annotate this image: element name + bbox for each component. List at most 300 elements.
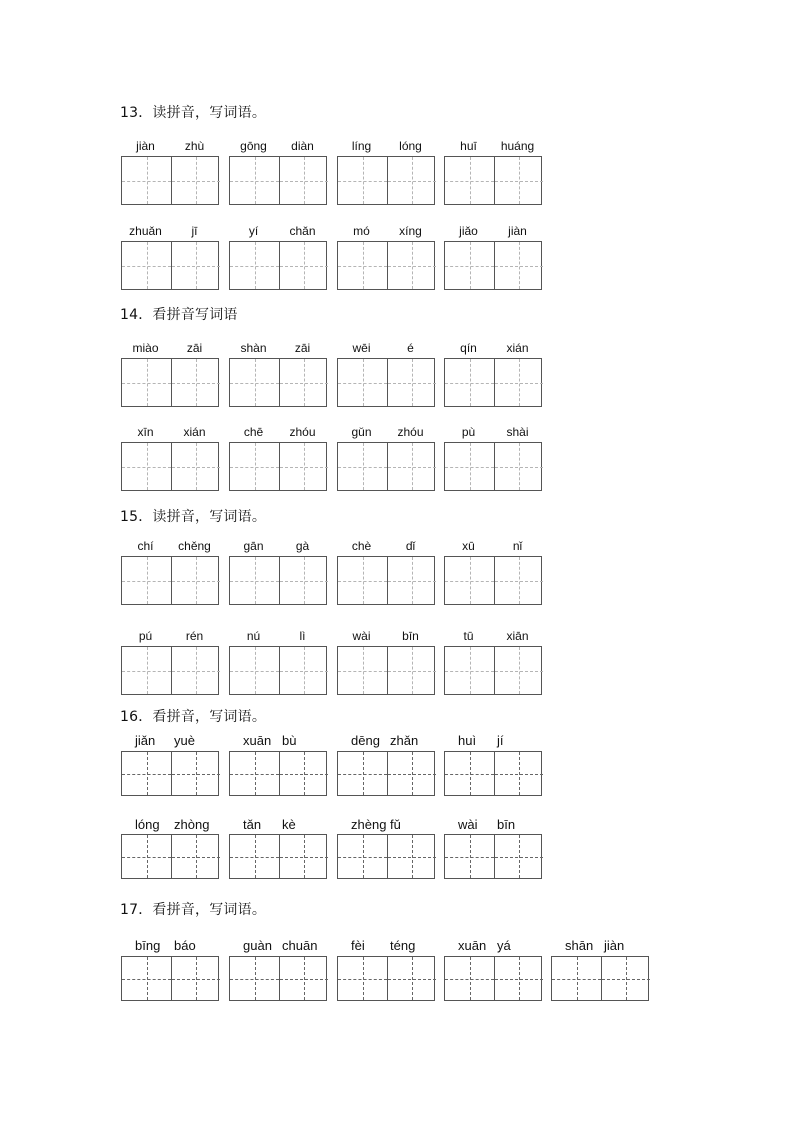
writing-cell[interactable] xyxy=(445,443,494,490)
pinyin-label: dǐ xyxy=(405,539,416,553)
guide-line-vertical xyxy=(304,557,305,604)
word-item xyxy=(337,139,435,205)
pinyin-label: nú xyxy=(246,629,261,643)
guide-line-vertical xyxy=(519,647,520,694)
pinyin-label: téng xyxy=(390,938,416,953)
pinyin-label: shān xyxy=(565,938,594,953)
pinyin-label: qín xyxy=(460,341,477,355)
pinyin-label: mó xyxy=(353,224,370,238)
guide-line-vertical xyxy=(519,242,520,289)
guide-line-vertical xyxy=(147,359,148,406)
word-item xyxy=(121,629,219,695)
writing-cell[interactable] xyxy=(279,157,328,204)
word-item xyxy=(337,939,435,1001)
pinyin-label: jiàn xyxy=(136,139,155,153)
writing-grid[interactable] xyxy=(551,956,649,1001)
word-item xyxy=(444,818,542,879)
pinyin-label: xián xyxy=(183,425,206,439)
writing-cell[interactable] xyxy=(445,157,494,204)
pinyin-label: é xyxy=(407,341,414,355)
word-item xyxy=(121,224,219,290)
writing-cell[interactable] xyxy=(279,835,328,878)
word-item xyxy=(337,539,435,605)
writing-grid[interactable] xyxy=(121,241,219,290)
word-item xyxy=(229,818,327,879)
writing-grid[interactable] xyxy=(229,834,327,879)
pinyin-label: jiàn xyxy=(604,938,625,953)
writing-cell[interactable] xyxy=(279,557,328,604)
guide-line-vertical xyxy=(470,752,471,795)
writing-cell[interactable] xyxy=(387,359,436,406)
writing-cell[interactable] xyxy=(171,359,220,406)
writing-grid[interactable] xyxy=(337,241,435,290)
writing-grid[interactable] xyxy=(337,956,435,1001)
writing-cell[interactable] xyxy=(171,443,220,490)
question-heading: 16．看拼音，写词语。 xyxy=(120,709,267,725)
writing-grid[interactable] xyxy=(444,751,542,796)
pinyin-label: miào xyxy=(132,341,159,355)
word-item xyxy=(337,734,435,796)
writing-cell[interactable] xyxy=(171,752,220,795)
pinyin-label: xián xyxy=(506,341,529,355)
guide-line-vertical xyxy=(412,835,413,878)
pinyin-label: xiān xyxy=(506,629,529,643)
word-item xyxy=(229,425,327,491)
guide-line-vertical xyxy=(255,557,256,604)
pinyin-label: shàn xyxy=(240,341,267,355)
writing-cell[interactable] xyxy=(122,647,171,694)
word-item xyxy=(121,139,219,205)
writing-grid[interactable] xyxy=(121,646,219,695)
writing-grid[interactable] xyxy=(337,556,435,605)
pinyin-label: wēi xyxy=(352,341,371,355)
guide-line-vertical xyxy=(519,443,520,490)
writing-cell[interactable] xyxy=(279,647,328,694)
pinyin-label: yuè xyxy=(174,733,195,748)
writing-cell[interactable] xyxy=(552,957,601,1000)
guide-line-vertical xyxy=(255,359,256,406)
writing-grid[interactable] xyxy=(121,556,219,605)
pinyin-label: jiǎo xyxy=(459,224,478,238)
pinyin-label: chí xyxy=(137,539,154,553)
question-heading: 17．看拼音，写词语。 xyxy=(120,902,267,918)
pinyin-label: xíng xyxy=(399,224,422,238)
pinyin-label: lì xyxy=(299,629,306,643)
writing-cell[interactable] xyxy=(171,957,220,1000)
pinyin-label: bù xyxy=(282,733,297,748)
word-item xyxy=(337,818,435,879)
pinyin-label: guàn xyxy=(243,938,272,953)
writing-cell[interactable] xyxy=(601,957,650,1000)
guide-line-vertical xyxy=(470,157,471,204)
writing-cell[interactable] xyxy=(387,242,436,289)
pinyin-label: pú xyxy=(138,629,153,643)
pinyin-label: jiàn xyxy=(508,224,527,238)
pinyin-label: zhǎn xyxy=(390,733,419,748)
word-item xyxy=(444,939,542,1001)
guide-line-vertical xyxy=(196,957,197,1000)
pinyin-label: huī xyxy=(460,139,477,153)
guide-line-vertical xyxy=(147,443,148,490)
writing-grid[interactable] xyxy=(337,751,435,796)
word-item xyxy=(337,425,435,491)
pinyin-label: chè xyxy=(351,539,372,553)
pinyin-label: fèi xyxy=(351,938,365,953)
guide-line-vertical xyxy=(470,242,471,289)
question-heading: 13．读拼音，写词语。 xyxy=(120,105,267,121)
writing-grid[interactable] xyxy=(121,834,219,879)
writing-cell[interactable] xyxy=(122,359,171,406)
writing-cell[interactable] xyxy=(387,752,436,795)
guide-line-vertical xyxy=(626,957,627,1000)
writing-grid[interactable] xyxy=(121,956,219,1001)
writing-cell[interactable] xyxy=(338,835,387,878)
pinyin-label: jī xyxy=(191,224,198,238)
writing-grid[interactable] xyxy=(337,358,435,407)
guide-line-vertical xyxy=(196,242,197,289)
word-item xyxy=(121,734,219,796)
writing-grid[interactable] xyxy=(337,646,435,695)
writing-cell[interactable] xyxy=(494,557,543,604)
writing-cell[interactable] xyxy=(279,443,328,490)
pinyin-label: nǐ xyxy=(512,539,523,553)
writing-cell[interactable] xyxy=(387,957,436,1000)
pinyin-label: shài xyxy=(506,425,529,439)
pinyin-label: gōng xyxy=(240,139,267,153)
guide-line-vertical xyxy=(519,835,520,878)
writing-grid[interactable] xyxy=(444,646,542,695)
guide-line-vertical xyxy=(196,752,197,795)
word-item xyxy=(444,341,542,407)
pinyin-label: zāi xyxy=(294,341,311,355)
writing-cell[interactable] xyxy=(122,242,171,289)
writing-grid[interactable] xyxy=(337,156,435,205)
pinyin-label: zhuǎn xyxy=(129,224,162,238)
writing-cell[interactable] xyxy=(387,647,436,694)
guide-line-vertical xyxy=(412,443,413,490)
guide-line-vertical xyxy=(304,957,305,1000)
guide-line-vertical xyxy=(519,557,520,604)
writing-cell[interactable] xyxy=(279,242,328,289)
word-item xyxy=(444,629,542,695)
guide-line-vertical xyxy=(363,957,364,1000)
pinyin-label: huì xyxy=(458,733,477,748)
writing-grid[interactable] xyxy=(229,156,327,205)
guide-line-vertical xyxy=(255,443,256,490)
pinyin-label: bīng xyxy=(135,938,161,953)
writing-grid[interactable] xyxy=(121,442,219,491)
writing-cell[interactable] xyxy=(279,752,328,795)
word-item xyxy=(229,139,327,205)
pinyin-label: xuān xyxy=(458,938,487,953)
guide-line-vertical xyxy=(147,647,148,694)
guide-line-vertical xyxy=(147,957,148,1000)
guide-line-vertical xyxy=(470,835,471,878)
pinyin-label: pù xyxy=(461,425,476,439)
writing-cell[interactable] xyxy=(171,242,220,289)
writing-grid[interactable] xyxy=(337,442,435,491)
guide-line-vertical xyxy=(470,957,471,1000)
word-item xyxy=(121,341,219,407)
guide-line-vertical xyxy=(519,752,520,795)
writing-cell[interactable] xyxy=(122,157,171,204)
guide-line-vertical xyxy=(147,835,148,878)
writing-cell[interactable] xyxy=(230,752,279,795)
question-heading: 15．读拼音，写词语。 xyxy=(120,509,267,525)
writing-cell[interactable] xyxy=(445,359,494,406)
guide-line-vertical xyxy=(196,443,197,490)
writing-cell[interactable] xyxy=(338,157,387,204)
guide-line-vertical xyxy=(363,647,364,694)
pinyin-label: zhù xyxy=(184,139,205,153)
writing-cell[interactable] xyxy=(279,359,328,406)
writing-cell[interactable] xyxy=(387,557,436,604)
writing-cell[interactable] xyxy=(230,835,279,878)
pinyin-label: lóng xyxy=(399,139,422,153)
pinyin-label: chuān xyxy=(282,938,318,953)
question-heading: 14．看拼音写词语 xyxy=(120,307,238,323)
guide-line-vertical xyxy=(363,752,364,795)
guide-line-vertical xyxy=(363,242,364,289)
word-item xyxy=(229,939,327,1001)
guide-line-vertical xyxy=(363,443,364,490)
pinyin-label: wài xyxy=(352,629,371,643)
writing-cell[interactable] xyxy=(171,557,220,604)
guide-line-vertical xyxy=(255,752,256,795)
pinyin-label: gǔn xyxy=(351,425,372,439)
pinyin-label: lóng xyxy=(135,817,160,832)
word-item xyxy=(229,734,327,796)
guide-line-vertical xyxy=(196,835,197,878)
writing-grid[interactable] xyxy=(229,646,327,695)
guide-line-vertical xyxy=(412,752,413,795)
writing-cell[interactable] xyxy=(122,835,171,878)
pinyin-label: kè xyxy=(282,817,296,832)
guide-line-vertical xyxy=(147,157,148,204)
pinyin-label: diàn xyxy=(291,139,314,153)
writing-grid[interactable] xyxy=(444,442,542,491)
writing-cell[interactable] xyxy=(171,157,220,204)
writing-grid[interactable] xyxy=(444,241,542,290)
pinyin-label: zhòng xyxy=(174,817,210,832)
word-item xyxy=(444,224,542,290)
writing-cell[interactable] xyxy=(171,647,220,694)
writing-cell[interactable] xyxy=(338,557,387,604)
guide-line-vertical xyxy=(196,647,197,694)
writing-cell[interactable] xyxy=(230,157,279,204)
writing-cell[interactable] xyxy=(230,242,279,289)
word-item xyxy=(337,224,435,290)
writing-cell[interactable] xyxy=(338,443,387,490)
pinyin-label: fǔ xyxy=(390,817,401,832)
guide-line-vertical xyxy=(196,359,197,406)
writing-cell[interactable] xyxy=(171,835,220,878)
pinyin-label: tǎn xyxy=(243,817,262,832)
writing-cell[interactable] xyxy=(338,957,387,1000)
writing-cell[interactable] xyxy=(494,443,543,490)
guide-line-vertical xyxy=(470,443,471,490)
pinyin-label: zhèng xyxy=(351,817,387,832)
writing-cell[interactable] xyxy=(230,957,279,1000)
writing-cell[interactable] xyxy=(338,752,387,795)
guide-line-vertical xyxy=(363,157,364,204)
writing-cell[interactable] xyxy=(494,752,543,795)
writing-cell[interactable] xyxy=(279,957,328,1000)
word-item xyxy=(229,539,327,605)
guide-line-vertical xyxy=(412,557,413,604)
writing-cell[interactable] xyxy=(494,242,543,289)
writing-cell[interactable] xyxy=(230,647,279,694)
word-item xyxy=(337,341,435,407)
writing-grid[interactable] xyxy=(444,156,542,205)
guide-line-vertical xyxy=(147,752,148,795)
word-item xyxy=(229,341,327,407)
guide-line-vertical xyxy=(519,157,520,204)
guide-line-vertical xyxy=(304,647,305,694)
pinyin-label: xū xyxy=(462,539,475,553)
pinyin-label: báo xyxy=(174,938,196,953)
writing-cell[interactable] xyxy=(445,557,494,604)
pinyin-label: zhóu xyxy=(397,425,424,439)
writing-cell[interactable] xyxy=(387,157,436,204)
writing-grid[interactable] xyxy=(444,556,542,605)
pinyin-label: yí xyxy=(248,224,259,238)
pinyin-label: líng xyxy=(351,139,372,153)
guide-line-vertical xyxy=(255,647,256,694)
writing-cell[interactable] xyxy=(445,647,494,694)
word-item xyxy=(121,818,219,879)
pinyin-label: bīn xyxy=(402,629,419,643)
guide-line-vertical xyxy=(519,359,520,406)
guide-line-vertical xyxy=(147,557,148,604)
pinyin-label: jí xyxy=(497,733,504,748)
guide-line-vertical xyxy=(304,157,305,204)
writing-grid[interactable] xyxy=(229,442,327,491)
writing-cell[interactable] xyxy=(387,443,436,490)
writing-cell[interactable] xyxy=(387,835,436,878)
guide-line-vertical xyxy=(304,752,305,795)
word-item xyxy=(121,539,219,605)
pinyin-label: xīn xyxy=(137,425,154,439)
writing-cell[interactable] xyxy=(494,359,543,406)
pinyin-label: bīn xyxy=(497,817,516,832)
guide-line-vertical xyxy=(304,242,305,289)
guide-line-vertical xyxy=(304,443,305,490)
pinyin-label: gān xyxy=(243,539,264,553)
word-item xyxy=(229,224,327,290)
guide-line-vertical xyxy=(470,359,471,406)
writing-grid[interactable] xyxy=(229,241,327,290)
writing-grid[interactable] xyxy=(121,751,219,796)
word-item xyxy=(551,939,649,1001)
writing-cell[interactable] xyxy=(445,242,494,289)
guide-line-vertical xyxy=(412,359,413,406)
word-item xyxy=(444,425,542,491)
writing-cell[interactable] xyxy=(445,957,494,1000)
word-item xyxy=(229,629,327,695)
guide-line-vertical xyxy=(363,359,364,406)
writing-cell[interactable] xyxy=(494,957,543,1000)
pinyin-label: rén xyxy=(185,629,204,643)
writing-grid[interactable] xyxy=(444,358,542,407)
writing-cell[interactable] xyxy=(122,557,171,604)
pinyin-label: wài xyxy=(458,817,478,832)
guide-line-vertical xyxy=(196,557,197,604)
pinyin-label: tū xyxy=(463,629,474,643)
writing-grid[interactable] xyxy=(121,156,219,205)
guide-line-vertical xyxy=(255,157,256,204)
pinyin-label: huáng xyxy=(500,139,535,153)
guide-line-vertical xyxy=(470,557,471,604)
word-item xyxy=(444,139,542,205)
guide-line-vertical xyxy=(412,242,413,289)
guide-line-vertical xyxy=(304,359,305,406)
writing-cell[interactable] xyxy=(494,835,543,878)
guide-line-vertical xyxy=(470,647,471,694)
writing-cell[interactable] xyxy=(230,557,279,604)
word-item xyxy=(337,629,435,695)
guide-line-vertical xyxy=(363,835,364,878)
pinyin-label: chěng xyxy=(178,539,211,553)
guide-line-vertical xyxy=(412,957,413,1000)
guide-line-vertical xyxy=(519,957,520,1000)
pinyin-label: yá xyxy=(497,938,511,953)
writing-cell[interactable] xyxy=(338,359,387,406)
writing-grid[interactable] xyxy=(229,556,327,605)
pinyin-label: chǎn xyxy=(289,224,316,238)
writing-grid[interactable] xyxy=(121,358,219,407)
pinyin-label: gà xyxy=(295,539,310,553)
writing-cell[interactable] xyxy=(230,359,279,406)
writing-cell[interactable] xyxy=(338,242,387,289)
writing-cell[interactable] xyxy=(122,752,171,795)
pinyin-label: jiǎn xyxy=(135,733,156,748)
writing-cell[interactable] xyxy=(122,957,171,1000)
guide-line-vertical xyxy=(412,647,413,694)
writing-grid[interactable] xyxy=(229,358,327,407)
word-item xyxy=(121,939,219,1001)
guide-line-vertical xyxy=(255,957,256,1000)
writing-grid[interactable] xyxy=(229,956,327,1001)
writing-grid[interactable] xyxy=(229,751,327,796)
guide-line-vertical xyxy=(255,835,256,878)
writing-grid[interactable] xyxy=(444,956,542,1001)
guide-line-vertical xyxy=(196,157,197,204)
writing-cell[interactable] xyxy=(338,647,387,694)
pinyin-label: zhóu xyxy=(289,425,316,439)
word-item xyxy=(121,425,219,491)
writing-cell[interactable] xyxy=(122,443,171,490)
writing-cell[interactable] xyxy=(494,157,543,204)
pinyin-label: dēng xyxy=(351,733,380,748)
writing-grid[interactable] xyxy=(337,834,435,879)
guide-line-vertical xyxy=(255,242,256,289)
guide-line-vertical xyxy=(363,557,364,604)
guide-line-vertical xyxy=(412,157,413,204)
guide-line-vertical xyxy=(304,835,305,878)
writing-cell[interactable] xyxy=(494,647,543,694)
writing-cell[interactable] xyxy=(230,443,279,490)
word-item xyxy=(444,734,542,796)
writing-cell[interactable] xyxy=(445,752,494,795)
writing-grid[interactable] xyxy=(444,834,542,879)
writing-cell[interactable] xyxy=(445,835,494,878)
pinyin-label: chē xyxy=(243,425,264,439)
pinyin-label: zāi xyxy=(186,341,203,355)
word-item xyxy=(444,539,542,605)
pinyin-label: xuān xyxy=(243,733,272,748)
guide-line-vertical xyxy=(577,957,578,1000)
